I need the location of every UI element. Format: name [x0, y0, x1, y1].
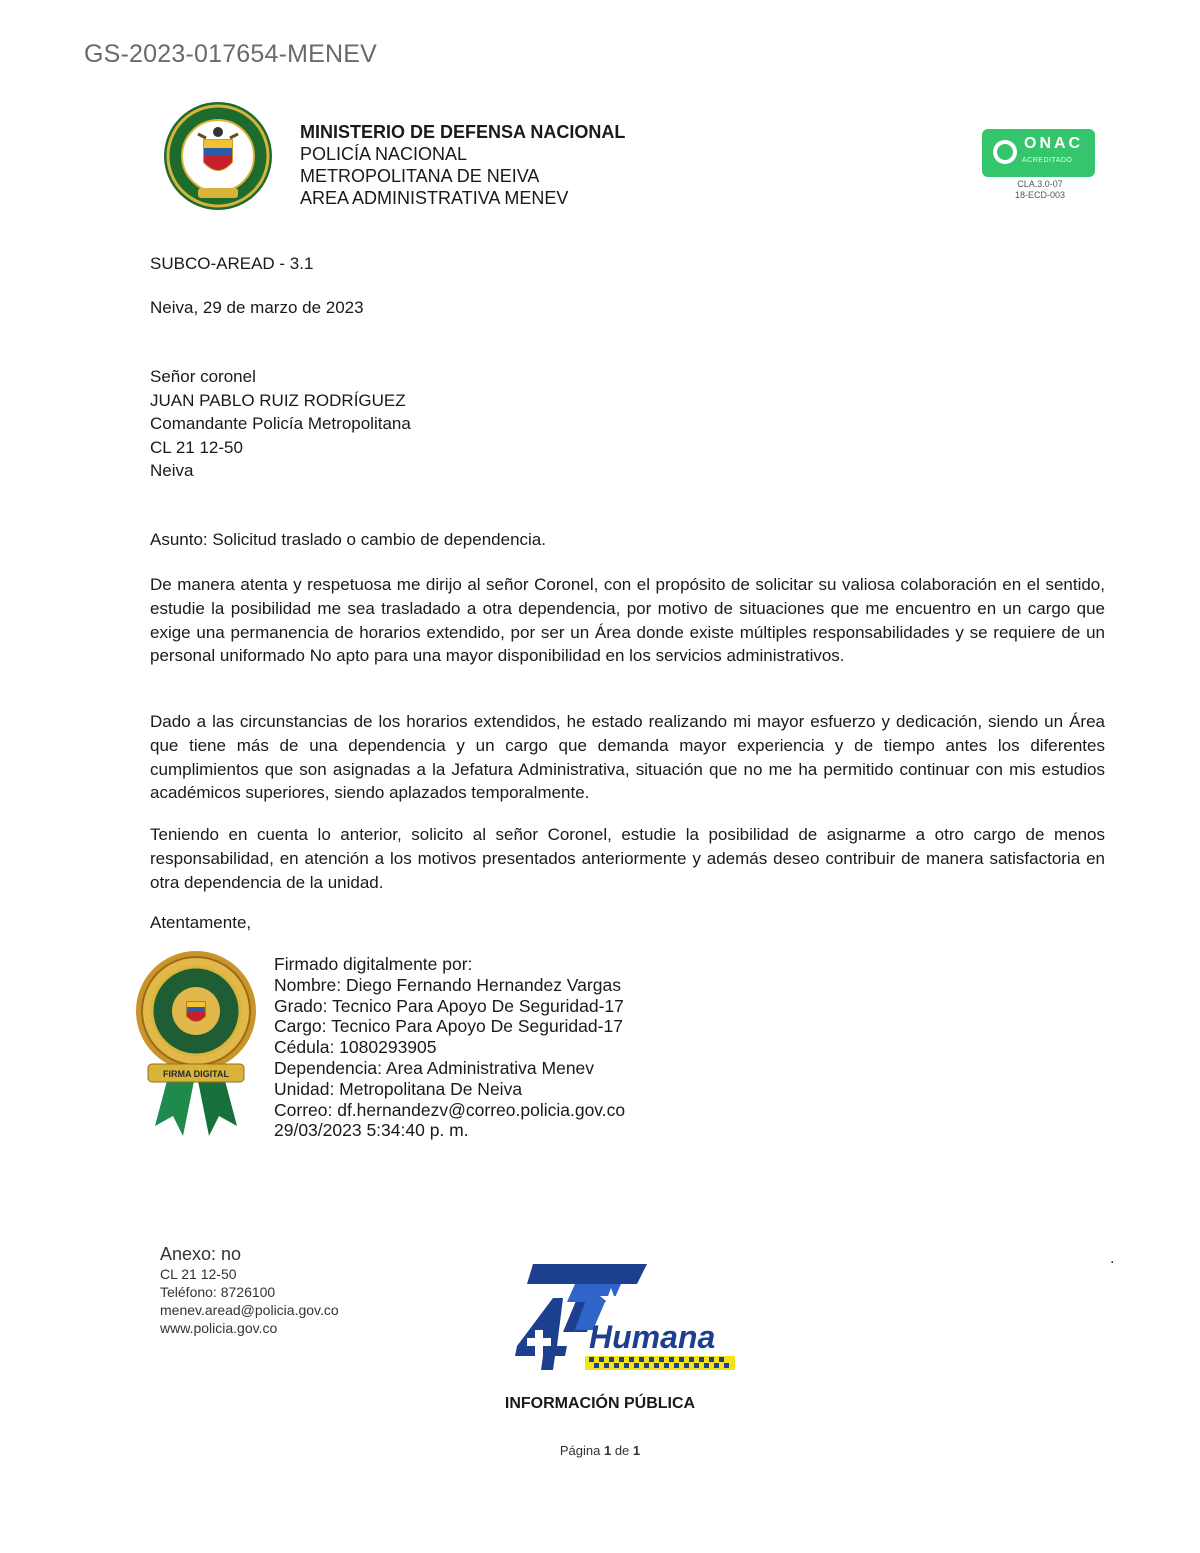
signature-department: Dependencia: Area Administrativa Menev	[274, 1057, 595, 1078]
page-total: 1	[632, 1443, 641, 1458]
signature-name: Nombre: Diego Fernando Hernandez Vargas	[274, 974, 621, 995]
humana-logo	[515, 1262, 740, 1374]
header-ministry: MINISTERIO DE DEFENSA NACIONAL	[300, 122, 626, 142]
onac-code-2: 18-ECD-003	[1014, 190, 1066, 200]
addressee-name: JUAN PABLO RUIZ RODRÍGUEZ	[150, 390, 406, 410]
police-crest-icon	[162, 100, 274, 212]
seal-label: FIRMA DIGITAL	[163, 1069, 229, 1079]
footer-contact	[160, 1243, 339, 1337]
document-id: GS-2023-017654-MENEV	[84, 40, 378, 68]
page-number	[400, 1443, 800, 1458]
subject-line: Asunto: Solicitud traslado o cambio de dependencia.	[150, 530, 546, 549]
addressee-block	[150, 365, 411, 483]
header-police: POLICÍA NACIONAL	[300, 144, 468, 164]
signature-line-1: Firmado digitalmente por:	[274, 954, 473, 974]
header-area: AREA ADMINISTRATIVA MENEV	[300, 188, 569, 208]
footer-website: www.policia.gov.co	[160, 1320, 278, 1336]
footer-email: menev.aread@policia.gov.co	[160, 1302, 339, 1318]
onac-ring-icon	[992, 139, 1018, 165]
signature-rank: Grado: Tecnico Para Apoyo De Seguridad-17	[274, 995, 624, 1016]
onac-sub: ACREDITADO	[1022, 157, 1073, 164]
addressee-address: CL 21 12-50	[150, 437, 243, 457]
onac-logo	[982, 129, 1095, 177]
footer-dot: .	[1110, 1250, 1115, 1267]
reference-code: SUBCO-AREAD - 3.1	[150, 254, 314, 273]
page-current: 1	[603, 1443, 612, 1458]
signature-unit: Unidad: Metropolitana De Neiva	[274, 1078, 523, 1099]
body-paragraph-3: Teniendo en cuenta lo anterior, solicito al señor Coronel, estudie la posibilidad de asignarme a otro cargo de menos responsabilidad, en atención a los motivos presentados anteriormente y además deseo contribuir de manera satisfactoria en otra dependencia de la unidad.	[150, 825, 1105, 892]
institution-header	[300, 121, 625, 209]
footer-address: CL 21 12-50	[160, 1266, 237, 1282]
body-paragraph-1: De manera atenta y respetuosa me dirijo al señor Coronel, con el propósito de solicitar su valiosa colaboración en el sentido, estudie la posibilidad me sea trasladado a otra dependencia, por motivo de situaciones que me encuentro en un cargo que exige una permanencia de horarios extendido, por ser un Área donde existe múltiples responsabilidades y se requiere de un personal uniformado No apto para una mayor disponibilidad en los servicios administrativos.	[150, 575, 1105, 666]
signature-position: Cargo: Tecnico Para Apoyo De Seguridad-17	[274, 1016, 623, 1037]
digital-signature-seal-icon	[133, 948, 259, 1140]
digital-signature-block	[274, 954, 625, 1141]
addressee-salutation: Señor coronel	[150, 367, 256, 386]
public-information-label: INFORMACIÓN PÚBLICA	[504, 1395, 696, 1412]
footer-phone: Teléfono: 8726100	[160, 1284, 276, 1300]
addressee-position: Comandante Policía Metropolitana	[150, 414, 411, 433]
signature-timestamp: 29/03/2023 5:34:40 p. m.	[274, 1120, 469, 1141]
letter-date: Neiva, 29 de marzo de 2023	[150, 298, 364, 317]
humana-text: Humana	[589, 1319, 716, 1355]
addressee-city: Neiva	[150, 461, 194, 480]
page-prefix: Página	[559, 1443, 604, 1458]
signature-email: Correo: df.hernandezv@correo.policia.gov.co	[274, 1099, 626, 1120]
onac-codes	[1000, 179, 1080, 201]
body-paragraph-2: Dado a las circunstancias de los horarios extendidos, he estado realizando mi mayor esfuerzo y dedicación, siendo un Área que tiene más de una dependencia y un cargo que demanda mayor experiencia y de tiempo antes los diferentes cumplimientos que son asignadas a la Jefatura Administrativa, situación que no me ha permitido continuar con mis estudios académicos superiores, siendo aplazados temporalmente.	[150, 712, 1105, 803]
onac-word: ONAC	[1024, 135, 1084, 152]
header-metropolitan: METROPOLITANA DE NEIVA	[300, 166, 540, 186]
signature-id: Cédula: 1080293905	[274, 1037, 437, 1058]
onac-code-1: CLA.3.0-07	[1017, 179, 1063, 189]
page-separator: de	[611, 1443, 633, 1458]
closing: Atentamente,	[150, 913, 252, 932]
annex: Anexo: no	[160, 1244, 242, 1264]
